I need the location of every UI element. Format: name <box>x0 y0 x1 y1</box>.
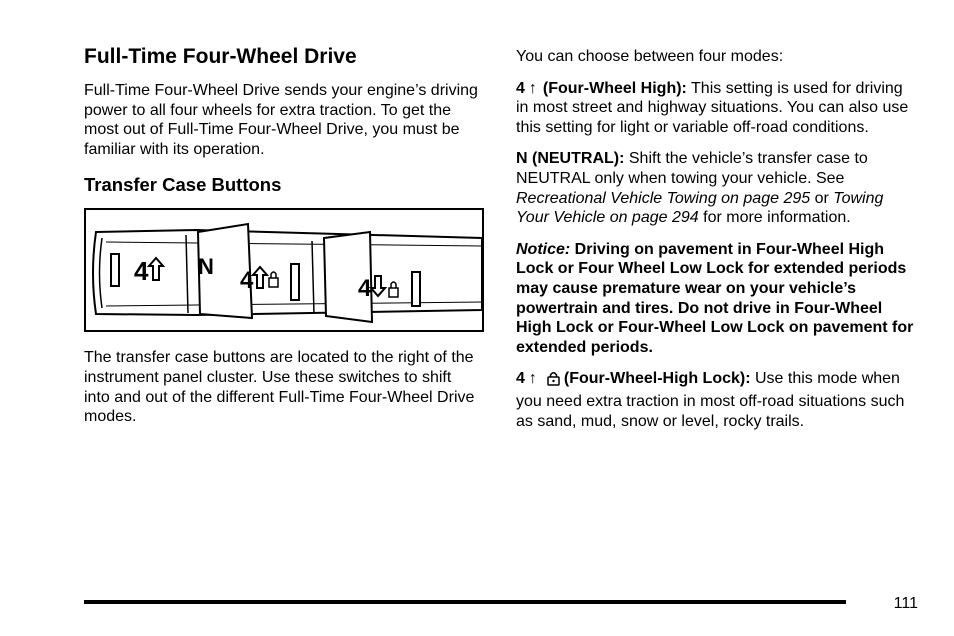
mode-label: N (NEUTRAL): <box>516 150 625 168</box>
cross-reference: Towing Your Vehicle on page 294 <box>516 189 884 227</box>
up-arrow-icon: ↑ <box>528 370 537 388</box>
mode-label: (Four-Wheel-High Lock): <box>563 370 751 388</box>
indicator-light <box>111 254 119 286</box>
indicator-light <box>291 264 299 300</box>
page-number: 111 <box>893 595 918 612</box>
lock-icon <box>389 288 398 297</box>
indicator-light <box>412 272 420 306</box>
left-column <box>84 44 479 427</box>
trailing-text: for more information. <box>698 209 851 227</box>
mode-description: This setting is used for driving in most street and highway situations. You can also use this setting for light or variable off-road conditions. <box>516 79 909 136</box>
lock-icon <box>269 278 278 287</box>
footer-rule <box>84 600 846 604</box>
button-label-4low-lock: 4 <box>358 275 372 303</box>
transfer-case-buttons-illustration <box>84 208 484 332</box>
lock-icon <box>547 371 560 392</box>
button-label-4high: 4 <box>134 256 149 287</box>
mode-four-wheel-high-lock <box>516 369 916 431</box>
notice-text: Driving on pavement in Four-Wheel High Lock or Four Wheel Low Lock for extended periods may cause premature wear on your vehicle’s powertrain and tires. Do not drive in Four-Wheel High Lock or Four-Wheel Low Lock on pavement for extended periods. <box>516 240 914 356</box>
mode-neutral <box>516 149 916 227</box>
notice-label: Notice: <box>516 240 571 258</box>
mode-description: Shift the vehicle’s transfer case to NEUTRAL only when towing your vehicle. See <box>516 150 868 187</box>
intro-paragraph: Full-Time Four-Wheel Drive sends your engine’s driving power to all four wheels for extra traction. To get the most out of Full-Time Four-Wheel Drive, you must be familiar with its operation. <box>84 82 478 158</box>
mode-four-wheel-high <box>516 79 916 138</box>
caption-paragraph: The transfer case buttons are located to the right of the instrument panel cluster. Use these switches to shift into and out of the different Full-Time Four-Wheel Drive modes. <box>84 349 475 426</box>
right-column <box>516 47 916 443</box>
notice-paragraph <box>516 240 916 358</box>
connector-text: or <box>810 189 834 207</box>
cross-reference: Recreational Vehicle Towing on page 295 <box>516 189 811 207</box>
modes-intro: You can choose between four modes: <box>516 48 784 65</box>
mode-number: 4 <box>516 79 525 97</box>
transfer-case-drawing <box>86 210 482 330</box>
mode-label: (Four-Wheel High): <box>542 79 687 97</box>
section-title: Full-Time Four-Wheel Drive <box>84 45 357 68</box>
mode-description: Use this mode when you need extra traction in most off-road situations such as sand, mud, snow or level, rocky trails. <box>516 370 905 430</box>
button-label-neutral: N <box>198 254 214 280</box>
mode-number: 4 <box>516 370 525 388</box>
up-arrow-icon: ↑ <box>528 79 537 97</box>
button-label-4high-lock: 4 <box>240 267 254 295</box>
subsection-title: Transfer Case Buttons <box>84 174 282 196</box>
